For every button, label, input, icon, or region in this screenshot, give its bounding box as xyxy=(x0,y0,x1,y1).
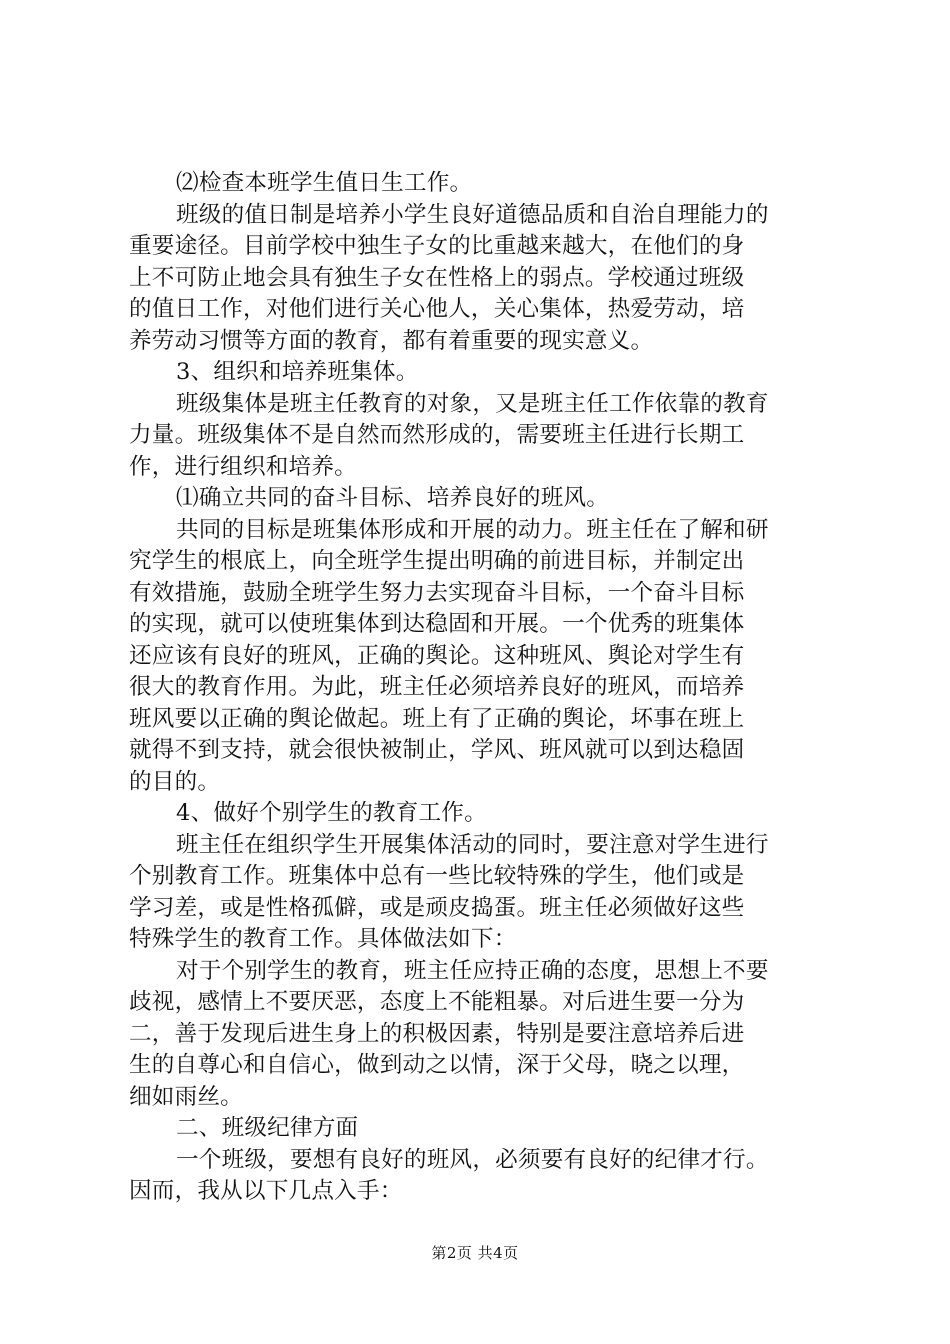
text-line: 细如雨丝。 xyxy=(129,1083,243,1110)
text-line: 的实现，就可以使班集体到达稳固和开展。一个优秀的班集体 xyxy=(129,611,745,637)
text-line: ⑴确立共同的奋斗目标、培养良好的班风。 xyxy=(176,485,610,511)
text-line: 的目的。 xyxy=(129,768,221,795)
text-line: 生的自尊心和自信心，做到动之以情，深于父母，晓之以理， xyxy=(129,1052,745,1078)
text-line: 作，进行组织和培养。 xyxy=(129,453,357,480)
text-line: 的值日工作，对他们进行关心他人，关心集体，热爱劳动，培 xyxy=(129,296,745,322)
text-line: ⑵检查本班学生值日生工作。 xyxy=(176,170,473,196)
text-line: 班主任在组织学生开展集体活动的同时，要注意对学生进行 xyxy=(176,831,769,858)
text-line: 上不可防止地会具有独生子女在性格上的弱点。学校通过班级 xyxy=(129,264,745,291)
text-line: 4、做好个别学生的教育工作。 xyxy=(176,800,487,826)
text-line: 二、班级纪律方面 xyxy=(176,1115,359,1141)
text-line: 还应该有良好的班风，正确的舆论。这种班风、舆论对学生有 xyxy=(129,642,745,669)
text-line: 很大的教育作用。为此，班主任必须培养良好的班风，而培养 xyxy=(129,674,745,700)
page-footer xyxy=(0,1243,950,1263)
text-line: 班级集体是班主任教育的对象，又是班主任工作依靠的教育 xyxy=(176,390,769,417)
page-number-label: 第2页 共4页 xyxy=(431,1244,519,1262)
text-line: 个别教育工作。班集体中总有一些比较特殊的学生，他们或是 xyxy=(129,863,745,889)
text-line: 特殊学生的教育工作。具体做法如下： xyxy=(129,926,517,952)
document-body xyxy=(129,168,837,1208)
text-line: 歧视，感情上不要厌恶，态度上不能粗暴。对后进生要一分为 xyxy=(129,989,745,1015)
text-line: 力量。班级集体不是自然而然形成的，需要班主任进行长期工 xyxy=(129,422,745,448)
text-line: 学习差，或是性格孤僻，或是顽皮捣蛋。班主任必须做好这些 xyxy=(129,894,745,921)
text-line: 因而，我从以下几点入手： xyxy=(129,1178,403,1204)
text-line: 二，善于发现后进生身上的积极因素，特别是要注意培养后进 xyxy=(129,1020,745,1047)
text-line: 班风要以正确的舆论做起。班上有了正确的舆论，坏事在班上 xyxy=(129,705,745,732)
text-line: 对于个别学生的教育，班主任应持正确的态度，思想上不要 xyxy=(176,957,769,984)
text-line: 养劳动习惯等方面的教育，都有着重要的现实意义。 xyxy=(129,327,654,354)
text-line: 就得不到支持，就会很快被制止，学风、班风就可以到达稳固 xyxy=(129,737,745,763)
text-line: 有效措施，鼓励全班学生努力去实现奋斗目标，一个奋斗目标 xyxy=(129,579,745,606)
text-line: 班级的值日制是培养小学生良好道德品质和自治自理能力的 xyxy=(176,201,769,228)
text-line: 究学生的根底上，向全班学生提出明确的前进目标，并制定出 xyxy=(129,548,745,574)
text-line: 重要途径。目前学校中独生子女的比重越来越大，在他们的身 xyxy=(129,233,745,259)
text-line: 3、组织和培养班集体。 xyxy=(176,359,419,385)
text-line: 共同的目标是班集体形成和开展的动力。班主任在了解和研 xyxy=(176,516,769,543)
text-line: 一个班级，要想有良好的班风，必须要有良好的纪律才行。 xyxy=(176,1146,769,1173)
